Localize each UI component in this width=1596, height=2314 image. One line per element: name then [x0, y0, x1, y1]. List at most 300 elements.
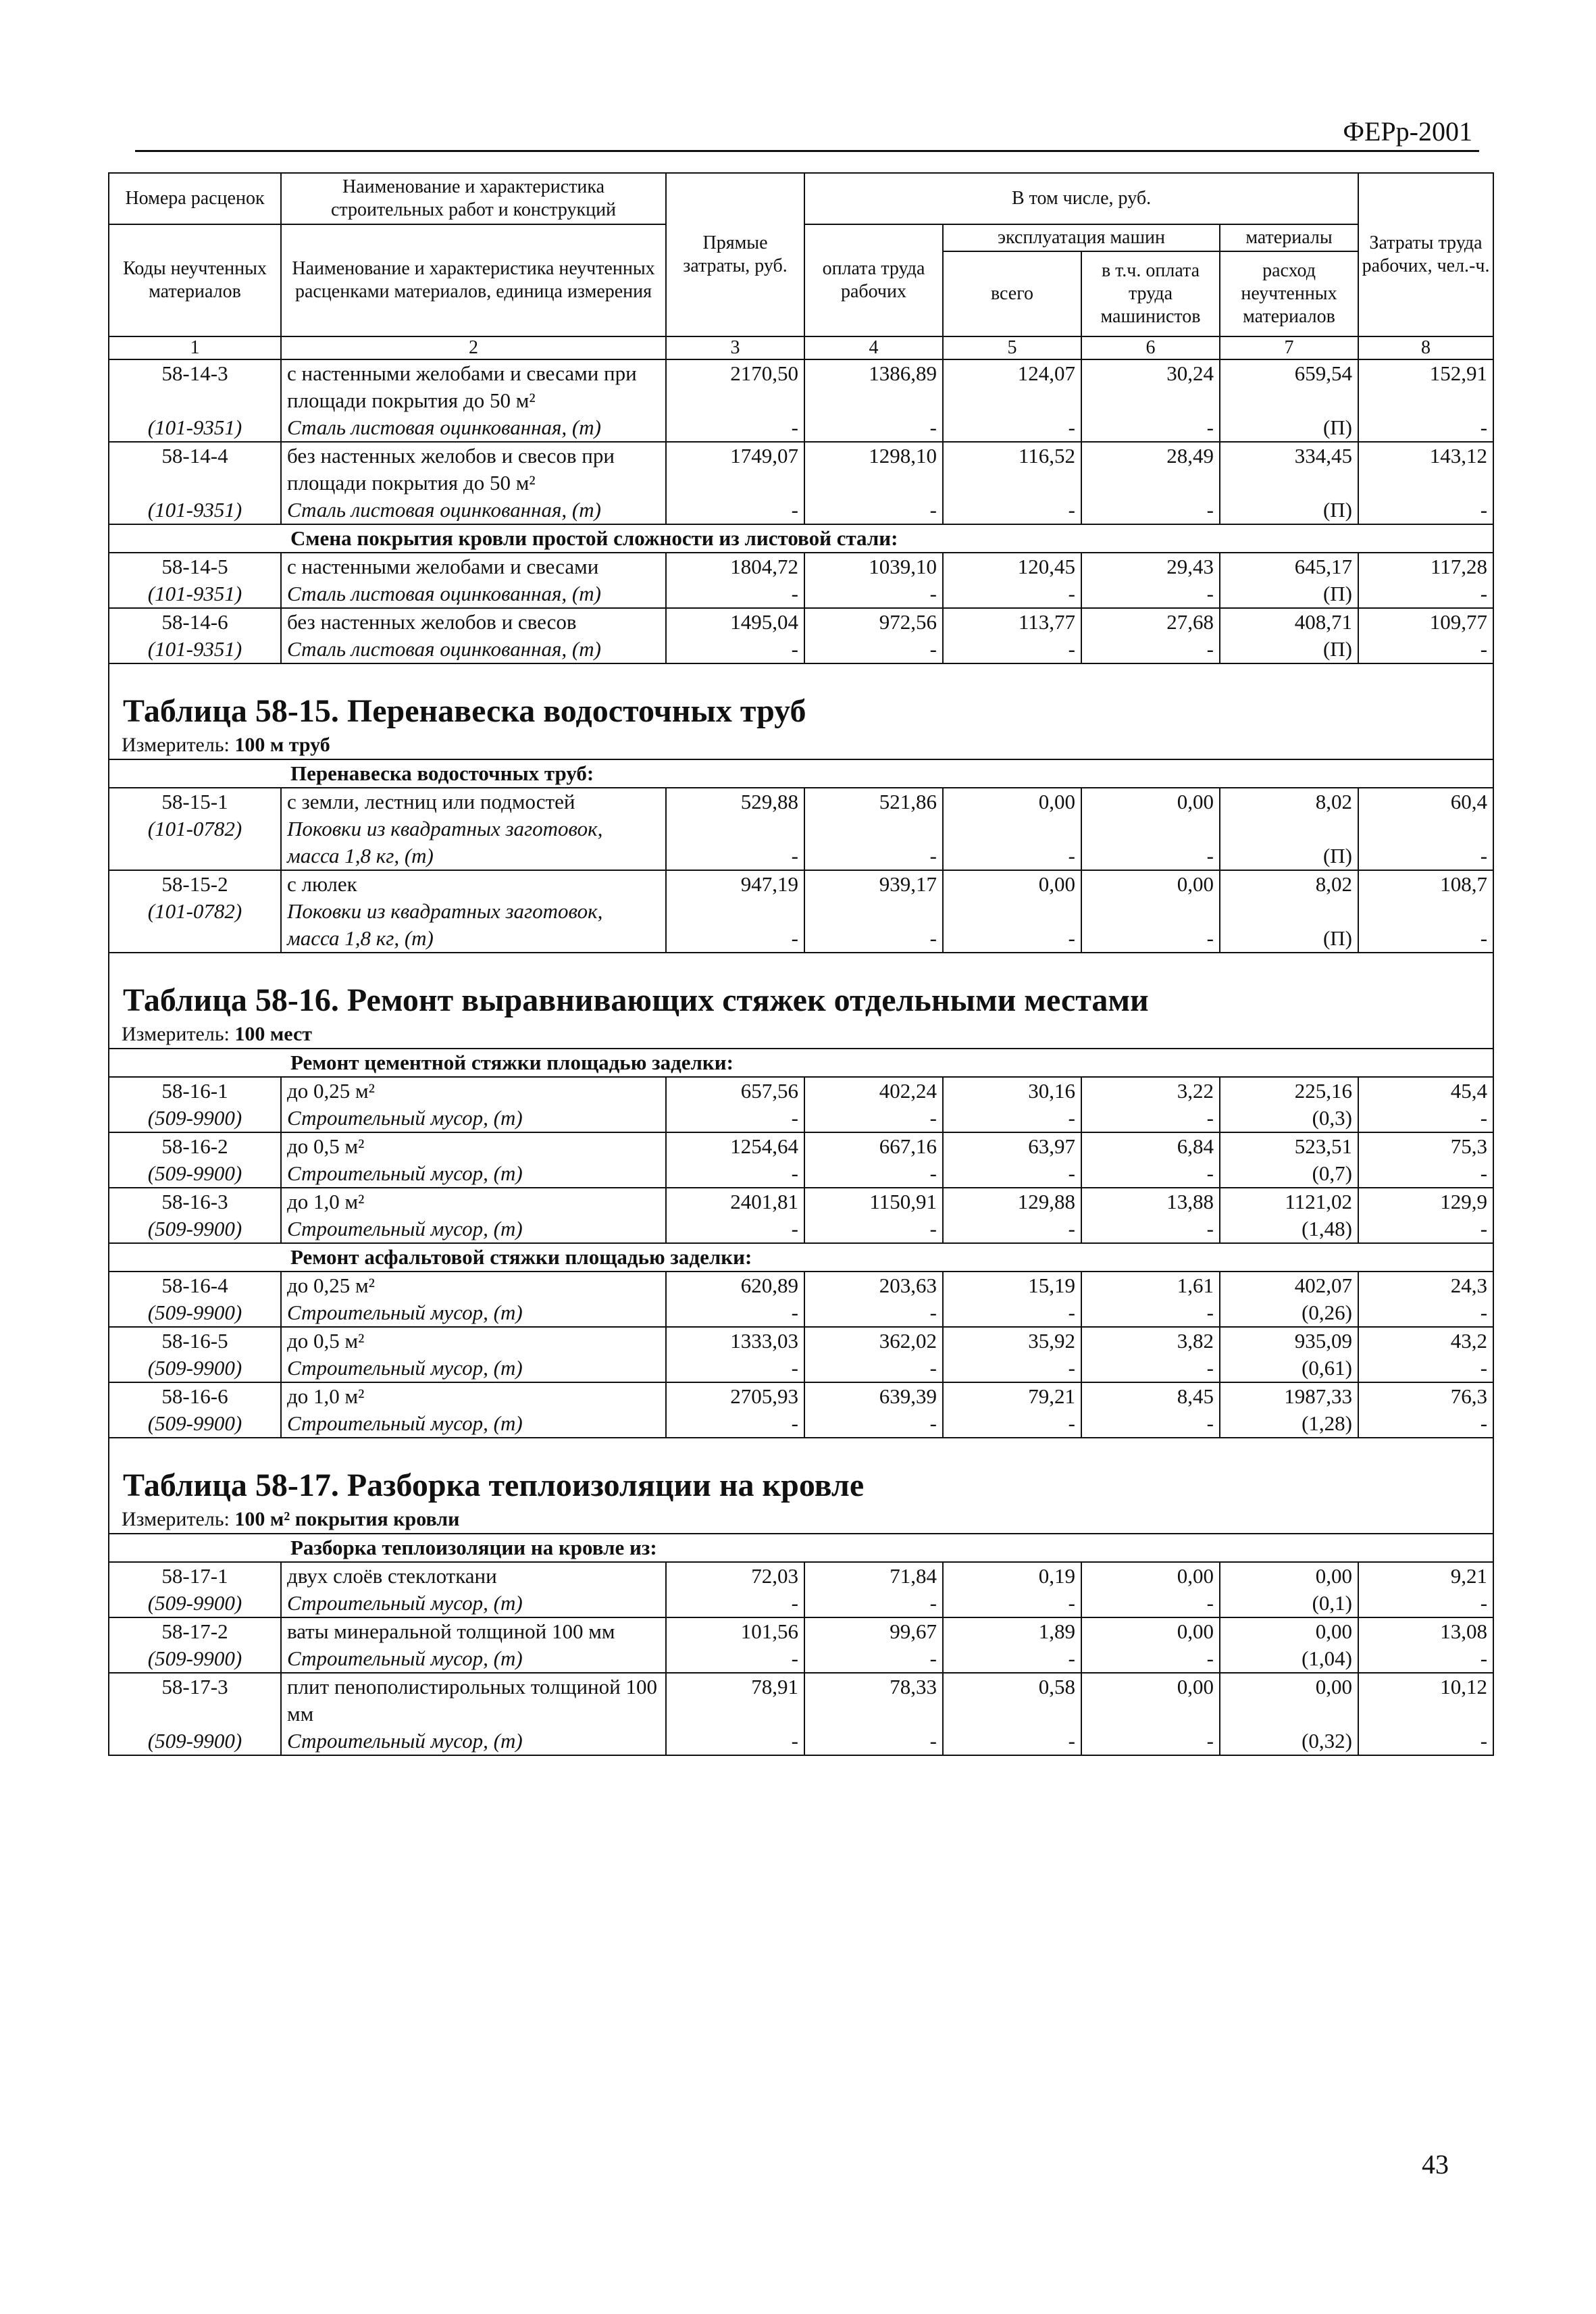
rate-row [109, 1188, 1493, 1215]
materials-cost-cell: 935,09 [1220, 1327, 1358, 1355]
spacer-row [109, 1438, 1493, 1465]
material-name: Сталь листовая оцинкованная, (т) [281, 414, 666, 442]
materials-cost-cell: 0,00 [1220, 1617, 1358, 1645]
materials-cost-cell: (П) [1220, 497, 1358, 524]
machines-total-cell: - [943, 1590, 1081, 1617]
labor-pay-cell: - [804, 1590, 943, 1617]
table-title: Таблица 58-15. Перенавеска водосточных труб [109, 691, 1493, 732]
rate-code: 58-17-1 [109, 1562, 281, 1590]
rate-row [109, 870, 1493, 898]
materials-cost-cell: (П) [1220, 898, 1358, 953]
spacer-row [109, 953, 1493, 980]
machines-total-cell: - [943, 1645, 1081, 1673]
materials-cost-cell: 225,16 [1220, 1077, 1358, 1105]
machines-total-cell: - [943, 1728, 1081, 1755]
labor-pay-cell: - [804, 815, 943, 870]
machines-total-cell: - [943, 636, 1081, 663]
operators-pay-cell: 1,61 [1081, 1272, 1220, 1299]
direct-cost-cell: 1254,64 [666, 1132, 804, 1160]
measure-row [109, 1021, 1493, 1049]
header-row [109, 173, 1493, 224]
operators-pay-cell: 0,00 [1081, 788, 1220, 815]
labor-hours-cell: - [1358, 1728, 1493, 1755]
materials-cost-cell: 645,17 [1220, 553, 1358, 580]
materials-cost-cell: 402,07 [1220, 1272, 1358, 1299]
direct-cost-cell: - [666, 1728, 804, 1755]
operators-pay-cell: 29,43 [1081, 553, 1220, 580]
subheading: Разборка теплоизоляции на кровле из: [281, 1534, 1493, 1562]
work-name: до 0,25 м² [281, 1077, 666, 1105]
labor-hours-cell: - [1358, 1160, 1493, 1188]
materials-cost-cell: 659,54 [1220, 359, 1358, 414]
labor-hours-cell: 60,4 [1358, 788, 1493, 815]
machines-total-cell: 116,52 [943, 442, 1081, 497]
subheading: Перенавеска водосточных труб: [281, 759, 1493, 788]
labor-pay-cell: - [804, 636, 943, 663]
col4-header: оплата труда рабочих [804, 224, 943, 336]
labor-hours-cell: 76,3 [1358, 1382, 1493, 1410]
column-number: 2 [281, 336, 666, 359]
material-row [109, 1160, 1493, 1188]
direct-cost-cell: 1495,04 [666, 608, 804, 636]
subheading-spacer [109, 1049, 281, 1077]
materials-cost-cell: 8,02 [1220, 870, 1358, 898]
direct-cost-cell: - [666, 815, 804, 870]
measure-label: Измеритель: [122, 1508, 230, 1530]
operators-pay-cell: - [1081, 580, 1220, 608]
labor-hours-cell: 9,21 [1358, 1562, 1493, 1590]
subheading-row [109, 759, 1493, 788]
material-row [109, 1299, 1493, 1327]
subheading-spacer [109, 1534, 281, 1562]
material-row [109, 898, 1493, 953]
rate-row [109, 1132, 1493, 1160]
labor-hours-cell: - [1358, 1355, 1493, 1382]
materials-cost-cell: (П) [1220, 815, 1358, 870]
machines-total-cell: 0,00 [943, 788, 1081, 815]
direct-cost-cell: 2705,93 [666, 1382, 804, 1410]
machines-total-cell: 124,07 [943, 359, 1081, 414]
material-row [109, 1105, 1493, 1132]
rate-code: 58-16-3 [109, 1188, 281, 1215]
labor-pay-cell: - [804, 1728, 943, 1755]
labor-hours-cell: - [1358, 497, 1493, 524]
col2-top-header: Наименование и характеристика строительных работ и конструкций [281, 173, 666, 224]
subheading-row [109, 1049, 1493, 1077]
labor-pay-cell: 1298,10 [804, 442, 943, 497]
direct-cost-cell: - [666, 898, 804, 953]
material-name: Строительный мусор, (т) [281, 1410, 666, 1438]
material-code: (509-9900) [109, 1645, 281, 1673]
operators-pay-cell: - [1081, 898, 1220, 953]
table-title-row [109, 1465, 1493, 1506]
labor-pay-cell: 972,56 [804, 608, 943, 636]
measure-cell [109, 1021, 1493, 1049]
material-name: Сталь листовая оцинкованная, (т) [281, 497, 666, 524]
materials-cost-cell: (1,28) [1220, 1410, 1358, 1438]
work-name: до 1,0 м² [281, 1382, 666, 1410]
rates-table [108, 172, 1494, 1756]
labor-hours-cell: 10,12 [1358, 1673, 1493, 1728]
col6-header: в т.ч. оплата труда машинистов [1081, 251, 1220, 336]
labor-hours-cell: - [1358, 414, 1493, 442]
rate-code: 58-14-3 [109, 359, 281, 414]
labor-pay-cell: 1386,89 [804, 359, 943, 414]
material-name: Строительный мусор, (т) [281, 1645, 666, 1673]
labor-hours-cell: - [1358, 1105, 1493, 1132]
operators-pay-cell: 0,00 [1081, 1617, 1220, 1645]
measure-value: 100 м² покрытия кровли [234, 1508, 460, 1530]
labor-pay-cell: 667,16 [804, 1132, 943, 1160]
labor-hours-cell: 108,7 [1358, 870, 1493, 898]
labor-pay-cell: - [804, 1299, 943, 1327]
direct-cost-cell: 78,91 [666, 1673, 804, 1728]
machines-total-cell: 1,89 [943, 1617, 1081, 1645]
labor-pay-cell: 521,86 [804, 788, 943, 815]
materials-cost-cell: 408,71 [1220, 608, 1358, 636]
operators-pay-cell: - [1081, 1105, 1220, 1132]
rate-code: 58-14-6 [109, 608, 281, 636]
spacer-cell [109, 1438, 1493, 1465]
operators-pay-cell: 0,00 [1081, 1673, 1220, 1728]
direct-cost-cell: - [666, 1105, 804, 1132]
work-name: плит пенополистирольных толщиной 100 мм [281, 1673, 666, 1728]
work-name: до 0,5 м² [281, 1327, 666, 1355]
material-name: Строительный мусор, (т) [281, 1590, 666, 1617]
materials-cost-cell: 1987,33 [1220, 1382, 1358, 1410]
group-header: В том числе, руб. [804, 173, 1358, 224]
rate-row [109, 1272, 1493, 1299]
direct-cost-cell: - [666, 1355, 804, 1382]
material-name: Строительный мусор, (т) [281, 1728, 666, 1755]
column-number: 5 [943, 336, 1081, 359]
col1-bottom-header: Коды неучтенных материалов [109, 224, 281, 336]
column-number: 8 [1358, 336, 1493, 359]
rate-row [109, 1673, 1493, 1728]
rate-code: 58-16-5 [109, 1327, 281, 1355]
material-row [109, 1355, 1493, 1382]
operators-pay-cell: 27,68 [1081, 608, 1220, 636]
labor-hours-cell: - [1358, 1215, 1493, 1243]
col5-header: всего [943, 251, 1081, 336]
material-name: Строительный мусор, (т) [281, 1105, 666, 1132]
material-code: (101-9351) [109, 636, 281, 663]
subheading-row [109, 1243, 1493, 1272]
direct-cost-cell: - [666, 580, 804, 608]
materials-cost-cell: (0,26) [1220, 1299, 1358, 1327]
direct-cost-cell: - [666, 636, 804, 663]
labor-hours-cell: 45,4 [1358, 1077, 1493, 1105]
direct-cost-cell: 1333,03 [666, 1327, 804, 1355]
labor-hours-cell: 117,28 [1358, 553, 1493, 580]
direct-cost-cell: 72,03 [666, 1562, 804, 1590]
direct-cost-cell: - [666, 1410, 804, 1438]
material-code: (101-9351) [109, 580, 281, 608]
measure-row [109, 732, 1493, 759]
work-name: ваты минеральной толщиной 100 мм [281, 1617, 666, 1645]
subheading: Смена покрытия кровли простой сложности из листовой стали: [281, 524, 1493, 553]
machines-total-cell: 129,88 [943, 1188, 1081, 1215]
direct-cost-cell: 1749,07 [666, 442, 804, 497]
direct-cost-cell: - [666, 1160, 804, 1188]
measure-cell [109, 1506, 1493, 1534]
labor-pay-cell: - [804, 497, 943, 524]
direct-cost-cell: 2401,81 [666, 1188, 804, 1215]
rate-code: 58-16-2 [109, 1132, 281, 1160]
subheading-spacer [109, 1243, 281, 1272]
table-body [109, 173, 1493, 1755]
subheading-spacer [109, 524, 281, 553]
operators-pay-cell: - [1081, 1160, 1220, 1188]
rate-row [109, 442, 1493, 497]
machines-total-cell: 120,45 [943, 553, 1081, 580]
machines-header: эксплуатация машин [943, 224, 1220, 251]
machines-total-cell: - [943, 1355, 1081, 1382]
labor-pay-cell: 1150,91 [804, 1188, 943, 1215]
col7-header: расход неучтенных материалов [1220, 251, 1358, 336]
labor-hours-cell: 129,9 [1358, 1188, 1493, 1215]
measure-label: Измеритель: [122, 734, 230, 756]
machines-total-cell: 0,00 [943, 870, 1081, 898]
materials-cost-cell: 8,02 [1220, 788, 1358, 815]
work-name: до 0,5 м² [281, 1132, 666, 1160]
operators-pay-cell: 0,00 [1081, 870, 1220, 898]
rate-code: 58-17-3 [109, 1673, 281, 1728]
column-numbers-row [109, 336, 1493, 359]
work-name: без настенных желобов и свесов [281, 608, 666, 636]
material-code: (509-9900) [109, 1410, 281, 1438]
materials-cost-cell: (П) [1220, 580, 1358, 608]
rate-row [109, 359, 1493, 414]
operators-pay-cell: 3,82 [1081, 1327, 1220, 1355]
labor-hours-cell: - [1358, 636, 1493, 663]
column-number: 7 [1220, 336, 1358, 359]
running-header [135, 115, 1479, 152]
material-code: (509-9900) [109, 1728, 281, 1755]
material-row [109, 636, 1493, 663]
operators-pay-cell: - [1081, 1299, 1220, 1327]
material-code: (509-9900) [109, 1215, 281, 1243]
work-name: до 0,25 м² [281, 1272, 666, 1299]
labor-hours-cell: - [1358, 1299, 1493, 1327]
work-name: с настенными желобами и свесами [281, 553, 666, 580]
labor-hours-cell: 13,08 [1358, 1617, 1493, 1645]
machines-total-cell: 0,19 [943, 1562, 1081, 1590]
labor-pay-cell: - [804, 1410, 943, 1438]
labor-hours-cell: - [1358, 1590, 1493, 1617]
materials-cost-cell: (0,3) [1220, 1105, 1358, 1132]
material-name: Строительный мусор, (т) [281, 1355, 666, 1382]
operators-pay-cell: 8,45 [1081, 1382, 1220, 1410]
work-name: с люлек [281, 870, 666, 898]
labor-hours-cell: - [1358, 815, 1493, 870]
labor-hours-cell: 109,77 [1358, 608, 1493, 636]
operators-pay-cell: - [1081, 1645, 1220, 1673]
direct-cost-cell: - [666, 497, 804, 524]
work-name: до 1,0 м² [281, 1188, 666, 1215]
material-row [109, 414, 1493, 442]
measure-value: 100 м труб [234, 734, 330, 756]
machines-total-cell: 79,21 [943, 1382, 1081, 1410]
materials-cost-cell: 334,45 [1220, 442, 1358, 497]
page-number: 43 [1422, 2149, 1449, 2180]
col3-header: Прямые затраты, руб. [666, 173, 804, 336]
materials-cost-cell: 523,51 [1220, 1132, 1358, 1160]
machines-total-cell: - [943, 1410, 1081, 1438]
direct-cost-cell: - [666, 1590, 804, 1617]
materials-cost-cell: 1121,02 [1220, 1188, 1358, 1215]
measure-value: 100 мест [234, 1023, 313, 1045]
measure-row [109, 1506, 1493, 1534]
spacer-cell [109, 663, 1493, 691]
operators-pay-cell: - [1081, 414, 1220, 442]
rate-row [109, 553, 1493, 580]
labor-pay-cell: 99,67 [804, 1617, 943, 1645]
rate-row [109, 1617, 1493, 1645]
operators-pay-cell: - [1081, 1215, 1220, 1243]
subheading-row [109, 524, 1493, 553]
direct-cost-cell: 620,89 [666, 1272, 804, 1299]
material-row [109, 1728, 1493, 1755]
column-number: 3 [666, 336, 804, 359]
material-code: (101-9351) [109, 497, 281, 524]
materials-cost-cell: (П) [1220, 414, 1358, 442]
labor-hours-cell: - [1358, 580, 1493, 608]
subheading: Ремонт асфальтовой стяжки площадью заделки: [281, 1243, 1493, 1272]
material-row [109, 1590, 1493, 1617]
operators-pay-cell: - [1081, 1355, 1220, 1382]
material-code: (101-0782) [109, 898, 281, 953]
labor-pay-cell: 402,24 [804, 1077, 943, 1105]
subheading-row [109, 1534, 1493, 1562]
rate-row [109, 1382, 1493, 1410]
labor-pay-cell: 203,63 [804, 1272, 943, 1299]
rate-code: 58-17-2 [109, 1617, 281, 1645]
machines-total-cell: 113,77 [943, 608, 1081, 636]
materials-cost-cell: (0,32) [1220, 1728, 1358, 1755]
material-row [109, 580, 1493, 608]
direct-cost-cell: 1804,72 [666, 553, 804, 580]
labor-pay-cell: - [804, 1160, 943, 1188]
table-title-row [109, 980, 1493, 1021]
machines-total-cell: - [943, 497, 1081, 524]
labor-pay-cell: - [804, 1355, 943, 1382]
machines-total-cell: 0,58 [943, 1673, 1081, 1728]
labor-pay-cell: - [804, 580, 943, 608]
operators-pay-cell: - [1081, 1590, 1220, 1617]
labor-pay-cell: 1039,10 [804, 553, 943, 580]
rate-code: 58-15-1 [109, 788, 281, 815]
rate-code: 58-16-6 [109, 1382, 281, 1410]
machines-total-cell: 63,97 [943, 1132, 1081, 1160]
machines-total-cell: - [943, 1215, 1081, 1243]
labor-hours-cell: 143,12 [1358, 442, 1493, 497]
machines-total-cell: - [943, 1105, 1081, 1132]
material-name: Сталь листовая оцинкованная, (т) [281, 636, 666, 663]
table-title: Таблица 58-16. Ремонт выравнивающих стяжек отдельными местами [109, 980, 1493, 1021]
work-name: без настенных желобов и свесов при площади покрытия до 50 м² [281, 442, 666, 497]
material-code: (509-9900) [109, 1355, 281, 1382]
subheading: Ремонт цементной стяжки площадью заделки: [281, 1049, 1493, 1077]
labor-pay-cell: 71,84 [804, 1562, 943, 1590]
material-name: Сталь листовая оцинкованная, (т) [281, 580, 666, 608]
materials-cost-cell: (0,1) [1220, 1590, 1358, 1617]
material-name: Строительный мусор, (т) [281, 1299, 666, 1327]
rate-row [109, 1562, 1493, 1590]
operators-pay-cell: 0,00 [1081, 1562, 1220, 1590]
labor-hours-cell: - [1358, 1410, 1493, 1438]
spacer-row [109, 663, 1493, 691]
material-name: Строительный мусор, (т) [281, 1160, 666, 1188]
material-row [109, 815, 1493, 870]
machines-total-cell: - [943, 580, 1081, 608]
labor-hours-cell: 24,3 [1358, 1272, 1493, 1299]
col1-top-header: Номера расценок [109, 173, 281, 224]
materials-header: материалы [1220, 224, 1358, 251]
direct-cost-cell: - [666, 1645, 804, 1673]
rate-code: 58-15-2 [109, 870, 281, 898]
material-code: (509-9900) [109, 1105, 281, 1132]
material-row [109, 1215, 1493, 1243]
material-name: Строительный мусор, (т) [281, 1215, 666, 1243]
machines-total-cell: - [943, 815, 1081, 870]
direct-cost-cell: - [666, 1215, 804, 1243]
machines-total-cell: 15,19 [943, 1272, 1081, 1299]
direct-cost-cell: 947,19 [666, 870, 804, 898]
machines-total-cell: - [943, 414, 1081, 442]
work-name: двух слоёв стеклоткани [281, 1562, 666, 1590]
machines-total-cell: - [943, 1299, 1081, 1327]
material-code: (509-9900) [109, 1590, 281, 1617]
operators-pay-cell: 30,24 [1081, 359, 1220, 414]
measure-label: Измеритель: [122, 1023, 230, 1045]
operators-pay-cell: 28,49 [1081, 442, 1220, 497]
labor-hours-cell: 43,2 [1358, 1327, 1493, 1355]
direct-cost-cell: 529,88 [666, 788, 804, 815]
direct-cost-cell: - [666, 1299, 804, 1327]
labor-pay-cell: - [804, 1105, 943, 1132]
rate-row [109, 1327, 1493, 1355]
labor-hours-cell: - [1358, 898, 1493, 953]
machines-total-cell: - [943, 898, 1081, 953]
materials-cost-cell: (0,7) [1220, 1160, 1358, 1188]
material-row [109, 1410, 1493, 1438]
material-name: Поковки из квадратных заготовок, масса 1,8 кг, (т) [281, 815, 666, 870]
labor-hours-cell: - [1358, 1645, 1493, 1673]
labor-pay-cell: 362,02 [804, 1327, 943, 1355]
labor-hours-cell: 152,91 [1358, 359, 1493, 414]
material-name: Поковки из квадратных заготовок, масса 1,8 кг, (т) [281, 898, 666, 953]
operators-pay-cell: - [1081, 1728, 1220, 1755]
operators-pay-cell: 6,84 [1081, 1132, 1220, 1160]
machines-total-cell: 35,92 [943, 1327, 1081, 1355]
document-code: ФЕРр-2001 [1343, 116, 1472, 147]
rate-code: 58-14-4 [109, 442, 281, 497]
labor-pay-cell: 639,39 [804, 1382, 943, 1410]
table-title: Таблица 58-17. Разборка теплоизоляции на кровле [109, 1465, 1493, 1506]
direct-cost-cell: 2170,50 [666, 359, 804, 414]
column-number: 1 [109, 336, 281, 359]
materials-cost-cell: (1,48) [1220, 1215, 1358, 1243]
operators-pay-cell: - [1081, 815, 1220, 870]
rate-row [109, 788, 1493, 815]
materials-cost-cell: (1,04) [1220, 1645, 1358, 1673]
material-row [109, 1645, 1493, 1673]
rate-code: 58-14-5 [109, 553, 281, 580]
labor-pay-cell: - [804, 414, 943, 442]
operators-pay-cell: - [1081, 497, 1220, 524]
direct-cost-cell: 657,56 [666, 1077, 804, 1105]
